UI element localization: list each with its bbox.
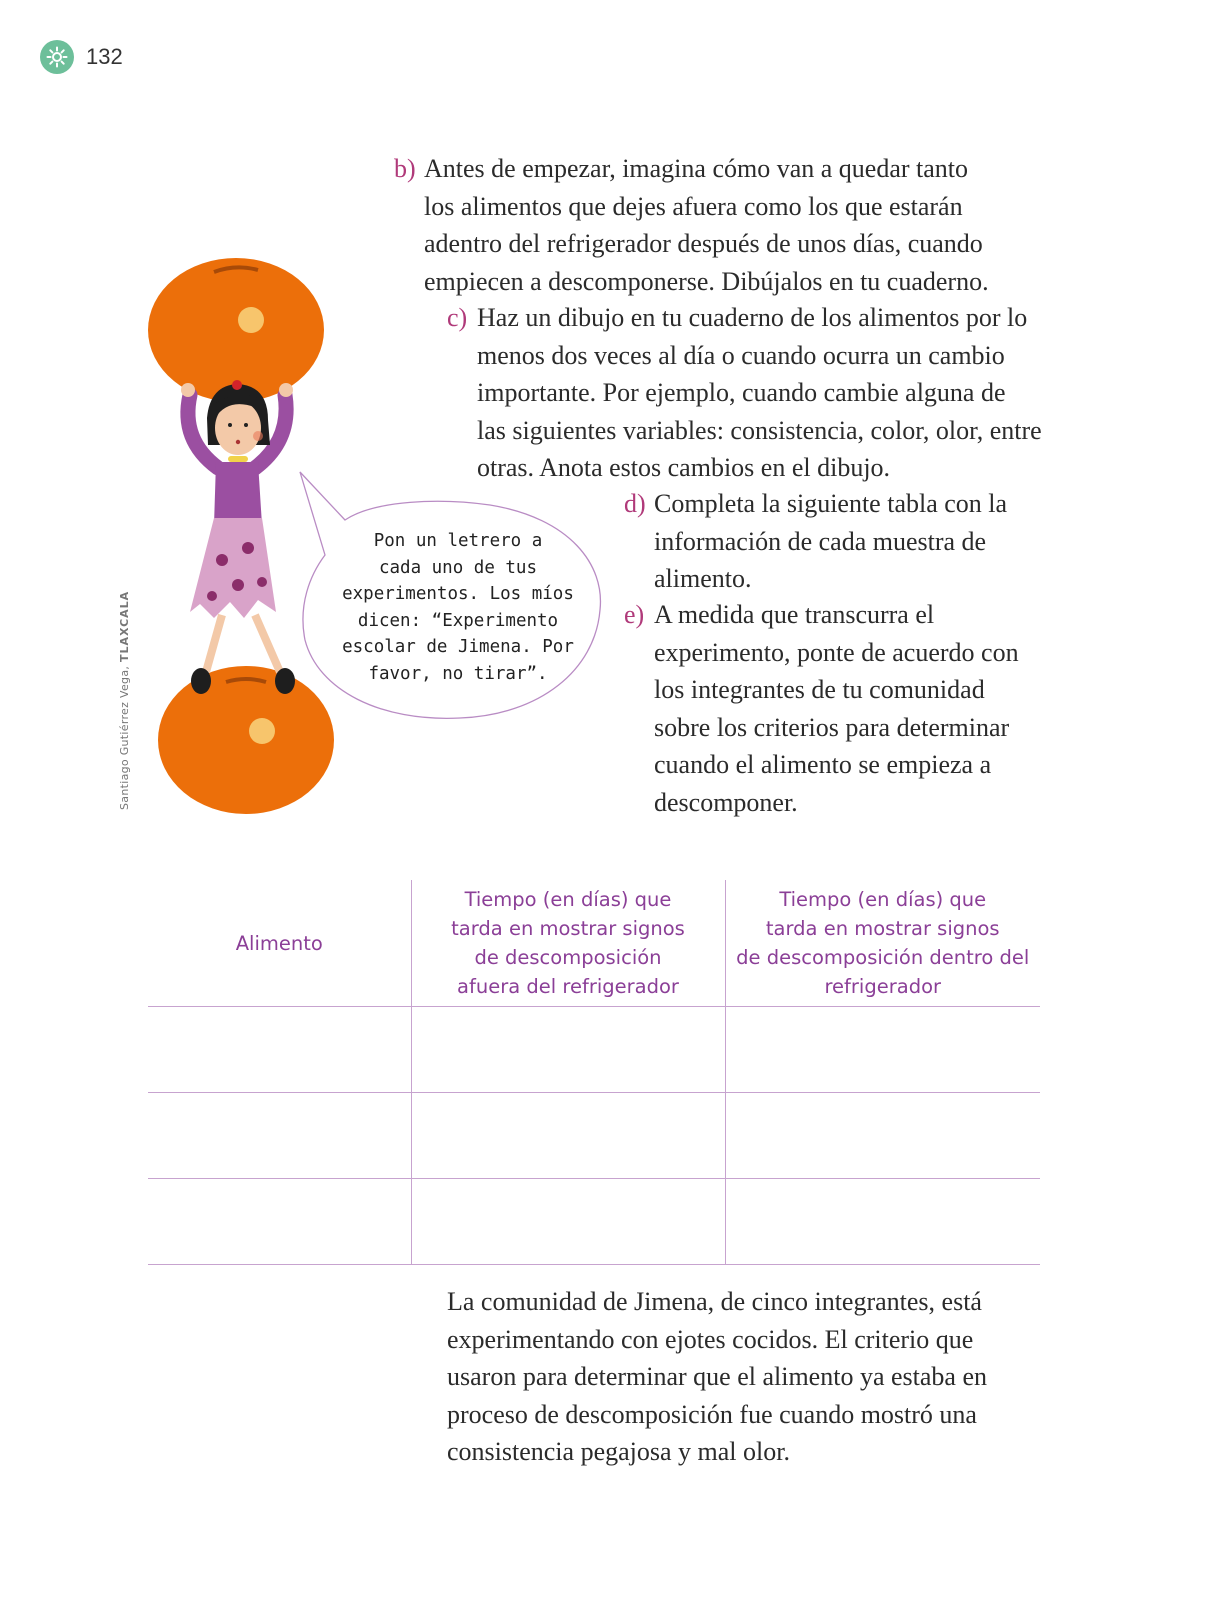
table-cell[interactable] bbox=[725, 1179, 1040, 1265]
item-letter: b) bbox=[394, 154, 416, 183]
table-cell[interactable] bbox=[148, 1093, 411, 1179]
item-e: e) A medida que transcurra el experimento, ponte de acuerdo con los integrantes de tu comunidad sobre los criterios para determinar cuando el alimento se empieza a descomponer. bbox=[654, 596, 1074, 821]
table-cell[interactable] bbox=[148, 1007, 411, 1093]
item-letter: c) bbox=[447, 303, 468, 332]
table-row bbox=[148, 1007, 1040, 1093]
table-header-outside: Tiempo (en días) que tarda en mostrar signos de descomposición afuera del refrigerador bbox=[411, 880, 725, 1007]
table-header-inside: Tiempo (en días) que tarda en mostrar signos de descomposición dentro del refrigerador bbox=[725, 880, 1040, 1007]
speech-bubble-text: Pon un letrero a cada uno de tus experimentos. Los míos dicen: “Experimento escolar de Jimena. Por favor, no tirar”. bbox=[342, 531, 574, 684]
food-table bbox=[148, 880, 1040, 1265]
table-row bbox=[148, 1179, 1040, 1265]
item-letter: d) bbox=[624, 489, 646, 518]
item-b: b) Antes de empezar, imagina cómo van a quedar tanto los alimentos que dejes afuera como los que estarán adentro del refrigerador después de unos días, cuando empiecen a descomponerse. Dibújalos en tu cuaderno. bbox=[424, 150, 1044, 300]
item-letter: e) bbox=[624, 600, 645, 629]
table-cell[interactable] bbox=[725, 1093, 1040, 1179]
item-c: c) Haz un dibujo en tu cuaderno de los alimentos por lo menos dos veces al día o cuando ocurra un cambio importante. Por ejemplo, cuando cambie alguna de las siguientes variables: consistencia, color, olor, entre otras. Anota estos cambios en el dibujo. bbox=[477, 299, 1077, 487]
illustration-credit: Santiago Gutiérrez Vega, TLAXCALA bbox=[118, 590, 131, 810]
table-cell[interactable] bbox=[411, 1093, 725, 1179]
table-cell[interactable] bbox=[411, 1007, 725, 1093]
table-cell[interactable] bbox=[148, 1179, 411, 1265]
table-row bbox=[148, 1093, 1040, 1179]
table-header-food: Alimento bbox=[148, 880, 411, 1007]
table-cell[interactable] bbox=[725, 1007, 1040, 1093]
page-number: 132 bbox=[86, 44, 123, 69]
table-cell[interactable] bbox=[411, 1179, 725, 1265]
bottom-orange bbox=[158, 666, 334, 814]
item-d: d) Completa la siguiente tabla con la información de cada muestra de alimento. bbox=[654, 485, 1074, 598]
closing-paragraph: La comunidad de Jimena, de cinco integrantes, está experimentando con ejotes cocidos. El criterio que usaron para determinar que el alimento ya estaba en proceso de descomposición fue cuando mostró una consistencia pegajosa y mal olor. bbox=[447, 1287, 987, 1466]
